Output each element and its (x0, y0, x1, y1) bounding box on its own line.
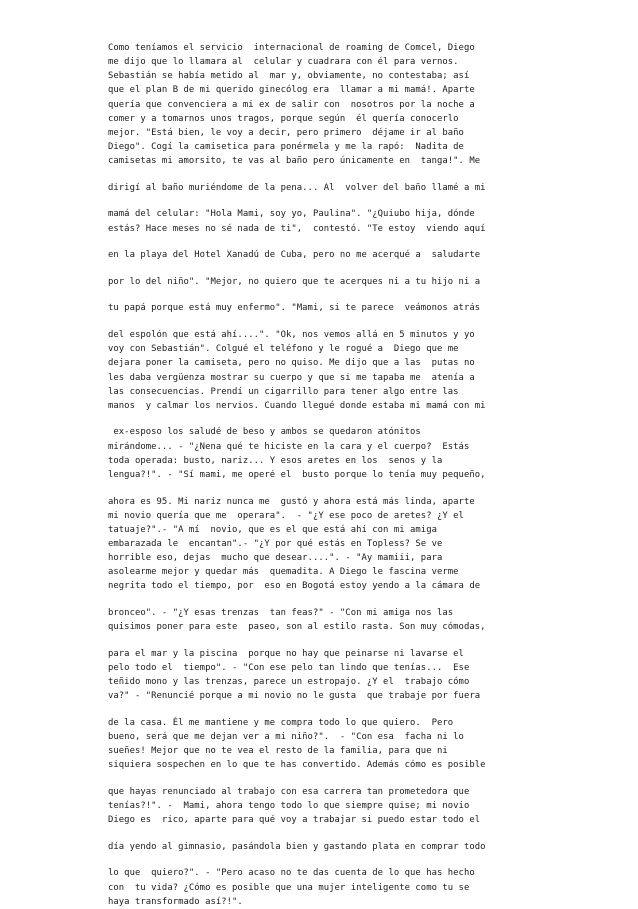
text-line: dirigí al baño muriéndome de la pena... Al volver del baño llamé a mi (108, 182, 486, 193)
text-line: embarazada le encantan".- "¿Y por qué estás en Topless? Se ve (108, 538, 443, 549)
text-line: lo que quiero?". - "Pero acaso no te das cuenta de lo que has hecho (108, 868, 475, 879)
text-line: quería que convenciera a mi ex de salir con nosotros por la noche a (108, 99, 475, 110)
text-line: Diego". Cogí la camisetica para ponérmela y me la rapó: Nadita de (108, 141, 464, 152)
text-line: bronceo". - "¿Y esas trenzas tan feas?" - "Con mi amiga nos las (108, 608, 454, 618)
text-line: manos y calmar los nervios. Cuando llegué donde estaba mi mamá con mi (108, 400, 486, 411)
text-line: mamá del celular: "Hola Mami, soy yo, Paulina". "¿Quiubo hija, dónde (108, 209, 475, 220)
text-line: estás? Hace meses no sé nada de ti", contestó. "Te estoy viendo aquí (108, 223, 486, 234)
text-line: ahora es 95. Mi nariz nunca me gustó y ahora está más linda, aparte (108, 496, 475, 507)
text-line: horrible eso, dejas mucho que desear....". - "Ay mamiii, para (108, 553, 443, 564)
text-line: negrita todo el tiempo, por eso en Bogotá estoy yendo a la cámara de (108, 581, 481, 592)
text-line: lengua?!". - "Sí mami, me operé el busto porque lo tenía muy pequeño, (108, 469, 486, 480)
text-line: va?" - "Renuncié porque a mi novio no le gusta que trabaje por fuera (108, 691, 481, 702)
text-line: que el plan B de mi querido ginecólog era llamar a mi mamá!. Aparte (108, 85, 475, 96)
text-line: mejor. "Está bien, le voy a decir, pero primero déjame ir al baño (108, 127, 464, 138)
text-line: quisimos poner para este paseo, son al estilo rasta. Son muy cómodas, (108, 622, 486, 633)
text-line: camisetas mi amorsito, te vas al baño pero únicamente en tanga!". Me (108, 156, 481, 167)
text-line: les daba vergüenza mostrar su cuerpo y que si me tapaba me atenía a (108, 372, 475, 383)
text-line: me dijo que lo llamara al celular y cuadrara con él para vernos. (108, 57, 459, 68)
text-line: sueñes! Mejor que no te vea el resto de la familia, para que ni (108, 746, 448, 757)
text-line: comer y a tomarnos unos tragos, porque según él quería conocerlo (108, 113, 459, 124)
text-line: con tu vida? ¿Cómo es posible que una mujer inteligente como tu se (108, 882, 470, 893)
text-line: para el mar y la piscina porque no hay que peinarse ni lavarse el (108, 648, 464, 659)
text-line: día yendo al gimnasio, pasándola bien y gastando plata en comprar todo (108, 841, 486, 852)
text-line: bueno, será que me dejan ver a mi niño?". - "Con esa facha ni lo (108, 731, 464, 742)
text-line: mi novio quería que me operara". - "¿Y ese poco de aretes? ¿Y el (108, 510, 464, 521)
text-line: toda operada: busto, nariz... Y esos aretes en los senos y la (108, 455, 443, 466)
text-line: tatuaje?".- "A mí novio, que es el que está ahí con mi amiga (108, 524, 437, 535)
text-line: Sebastián se había metido al mar y, obviamente, no contestaba; así (108, 71, 470, 82)
text-line: asolearme mejor y quedar más quemadita. A Diego le fascina verme (108, 567, 459, 578)
text-line: siquiera sospechen en lo que te has convertido. Además cómo es posible (108, 760, 486, 771)
text-line: que hayas renunciado al trabajo con esa carrera tan prometedora que (108, 786, 470, 797)
body-text (108, 41, 538, 909)
text-line: haya transformado así?!". (108, 896, 243, 907)
text-line: del espolón que está ahí....". "Ok, nos vemos allá en 5 minutos y yo (108, 330, 475, 341)
text-line: por lo del niño". "Mejor, no quiero que te acerques ni a tu hijo ni a (108, 276, 481, 287)
text-line: mirándome... - "¿Nena qué te hiciste en la cara y el cuerpo? Estás (108, 441, 470, 452)
text-line: las consecuencias. Prendí un cigarrillo para tener algo entre las (108, 386, 459, 397)
text-line: Diego es rico, aparte para qué voy a trabajar si puedo estar todo el (108, 815, 481, 826)
text-line: en la playa del Hotel Xanadú de Cuba, pero no me acerqué a saludarte (108, 250, 481, 261)
text-line: pelo todo el tiempo". - "Con ese pelo tan lindo que tenías... Ese (108, 662, 470, 673)
text-line: tu papá porque está muy enfermo". "Mami, si te parece veámonos atrás (108, 303, 481, 314)
text-line: de la casa. Él me mantiene y me compra todo lo que quiero. Pero (108, 717, 454, 728)
text-line: Como teníamos el servicio internacional de roaming de Comcel, Diego (108, 43, 475, 53)
text-line: teñido mono y las trenzas, parece un estropajo. ¿Y el trabajo cómo (108, 677, 470, 688)
text-line: ex-esposo los saludé de beso y ambos se quedaron atónitos (108, 427, 421, 438)
text-line: voy con Sebastián". Colgué el teléfono y le rogué a Diego que me (108, 344, 459, 355)
text-line: tenías?!". - Mami, ahora tengo todo lo que siempre quise; mi novio (108, 801, 470, 812)
text-line: dejara poner la camiseta, pero no quiso. Me dijo que a las putas no (108, 358, 475, 369)
